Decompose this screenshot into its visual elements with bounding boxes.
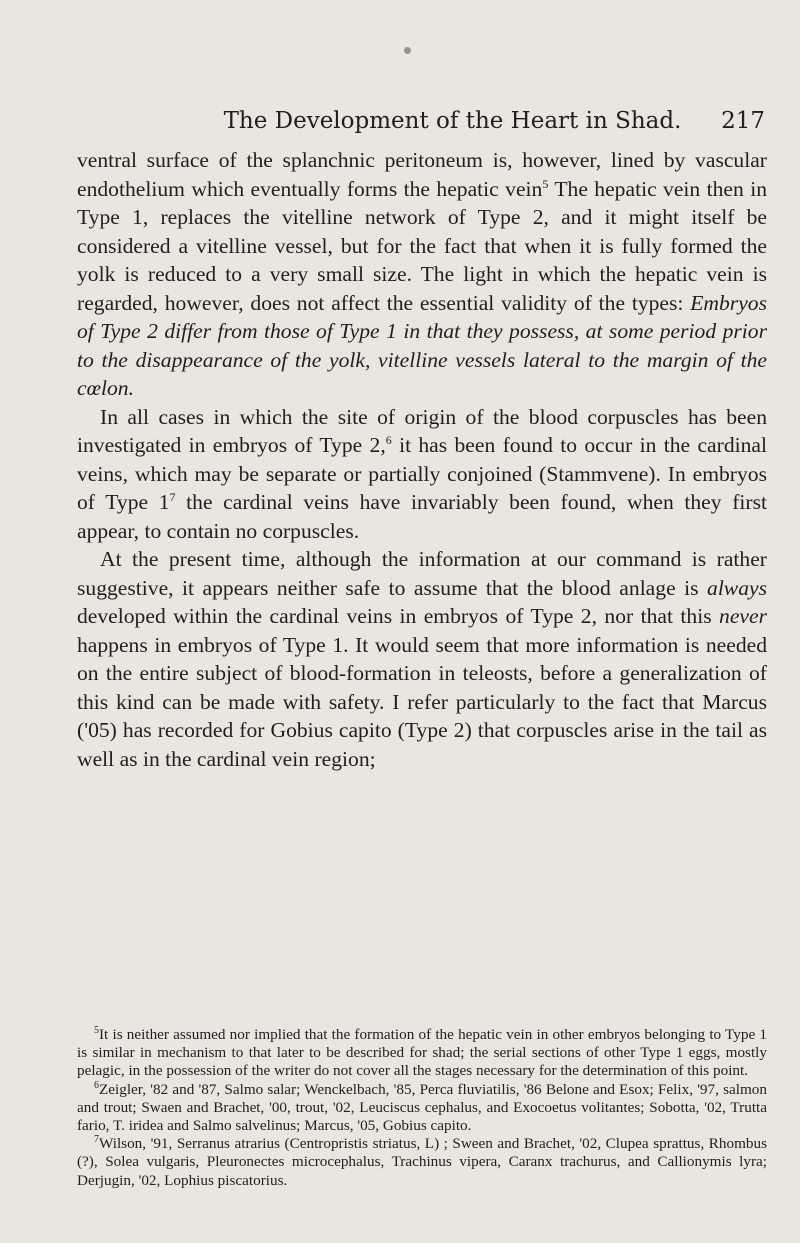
footnote-mark: 7	[94, 1134, 99, 1146]
paragraph-3	[77, 545, 767, 773]
footnote-7	[77, 1135, 767, 1190]
footnote-5	[77, 1026, 767, 1081]
p3-text-b: developed within the cardinal veins in embryos of Type 2, nor that this	[77, 604, 720, 628]
p3-italic-never: never	[719, 604, 767, 628]
footnote-6	[77, 1081, 767, 1136]
footnote-text: Zeigler, '82 and '87, Salmo salar; Wenckelbach, '85, Perca fluviatilis, '86 Belone and Esox; Felix, '97, salmon and trout; Swaen and Brachet, '00, trout, '02, Leuciscus cephalus, and Exocoetus volitantes; Sobotta, '02, Trutta fario, T. iridea and Salmo salvelinus; Marcus, '05, Gobius capito.	[77, 1080, 767, 1135]
footnote-mark: 6	[94, 1079, 99, 1091]
p2-text-b: it has been found to occur in the cardinal veins, which may be separate or partially conjoined (Stammvene). In embryos of Type 1	[77, 433, 767, 514]
page-number: 217	[721, 108, 765, 134]
p3-italic-always: always	[707, 575, 767, 600]
running-header	[140, 108, 765, 134]
footnote-text: It is neither assumed nor implied that the formation of the hepatic vein in other embryos belonging to Type 1 is similar in mechanism to that later to be described for shad; the serial sections of other Type 1 eggs, mostly pelagic, in the possession of the writer do not cover all the stages necessary for the determination of this point.	[77, 1026, 767, 1080]
footnote-text: Wilson, '91, Serranus atrarius (Centropristis striatus, L) ; Sween and Brachet, '02, Clupea sprattus, Rhombus (?), Solea vulgaris, Pleuronectes microcephalus, Trachinus vipera, Caranx trachurus, and Callionymis lyra; Derjugin, '02, Lophius piscatorius.	[77, 1135, 767, 1189]
running-title: The Development of the Heart in Shad.	[223, 108, 682, 134]
paper-speck	[404, 47, 411, 54]
footnotes	[77, 1026, 767, 1190]
body-text	[77, 146, 767, 773]
p1-italic-definition: Embryos of Type 2 differ from those of Type 1 in that they possess, at some period prior to the disappearance of the yolk, vitelline vessels lateral to the margin of the cœlon.	[77, 290, 767, 400]
footnote-ref-7: 7	[169, 489, 176, 504]
p3-text-a: At the present time, although the information at our command is rather suggestive, it appears neither safe to assume that the blood anlage is	[77, 547, 767, 600]
footnote-mark: 5	[94, 1024, 99, 1036]
paragraph-2	[77, 403, 767, 546]
p1-text-a: ventral surface of the splanchnic peritoneum is, however, lined by vascular endothelium which eventually forms the hepatic vein	[77, 148, 767, 201]
p2-text-a: In all cases in which the site of origin of the blood corpuscles has been investigated in embryos of Type 2,	[77, 404, 767, 457]
footnote-ref-6: 6	[385, 432, 392, 447]
p2-text-c: the cardinal veins have invariably been found, when they first appear, to contain no corpuscles.	[77, 490, 767, 543]
p3-text-c: happens in embryos of Type 1. It would seem that more information is needed on the entire subject of blood-formation in teleosts, before a generalization of this kind can be made with safety. I refer particularly to the fact that Marcus ('05) has recorded for Gobius capito (Type 2) that corpuscles arise in the tail as well as in the cardinal vein region;	[77, 632, 767, 771]
p1-text-b: The hepatic vein then in Type 1, replaces the vitelline network of Type 2, and it might itself be considered a vitelline vessel, but for the fact that when it is fully formed the yolk is reduced to a very small size. The light in which the hepatic vein is regarded, however, does not affect the essential validity of the types:	[77, 176, 767, 315]
footnote-ref-5: 5	[542, 176, 549, 191]
paragraph-1	[77, 146, 767, 403]
